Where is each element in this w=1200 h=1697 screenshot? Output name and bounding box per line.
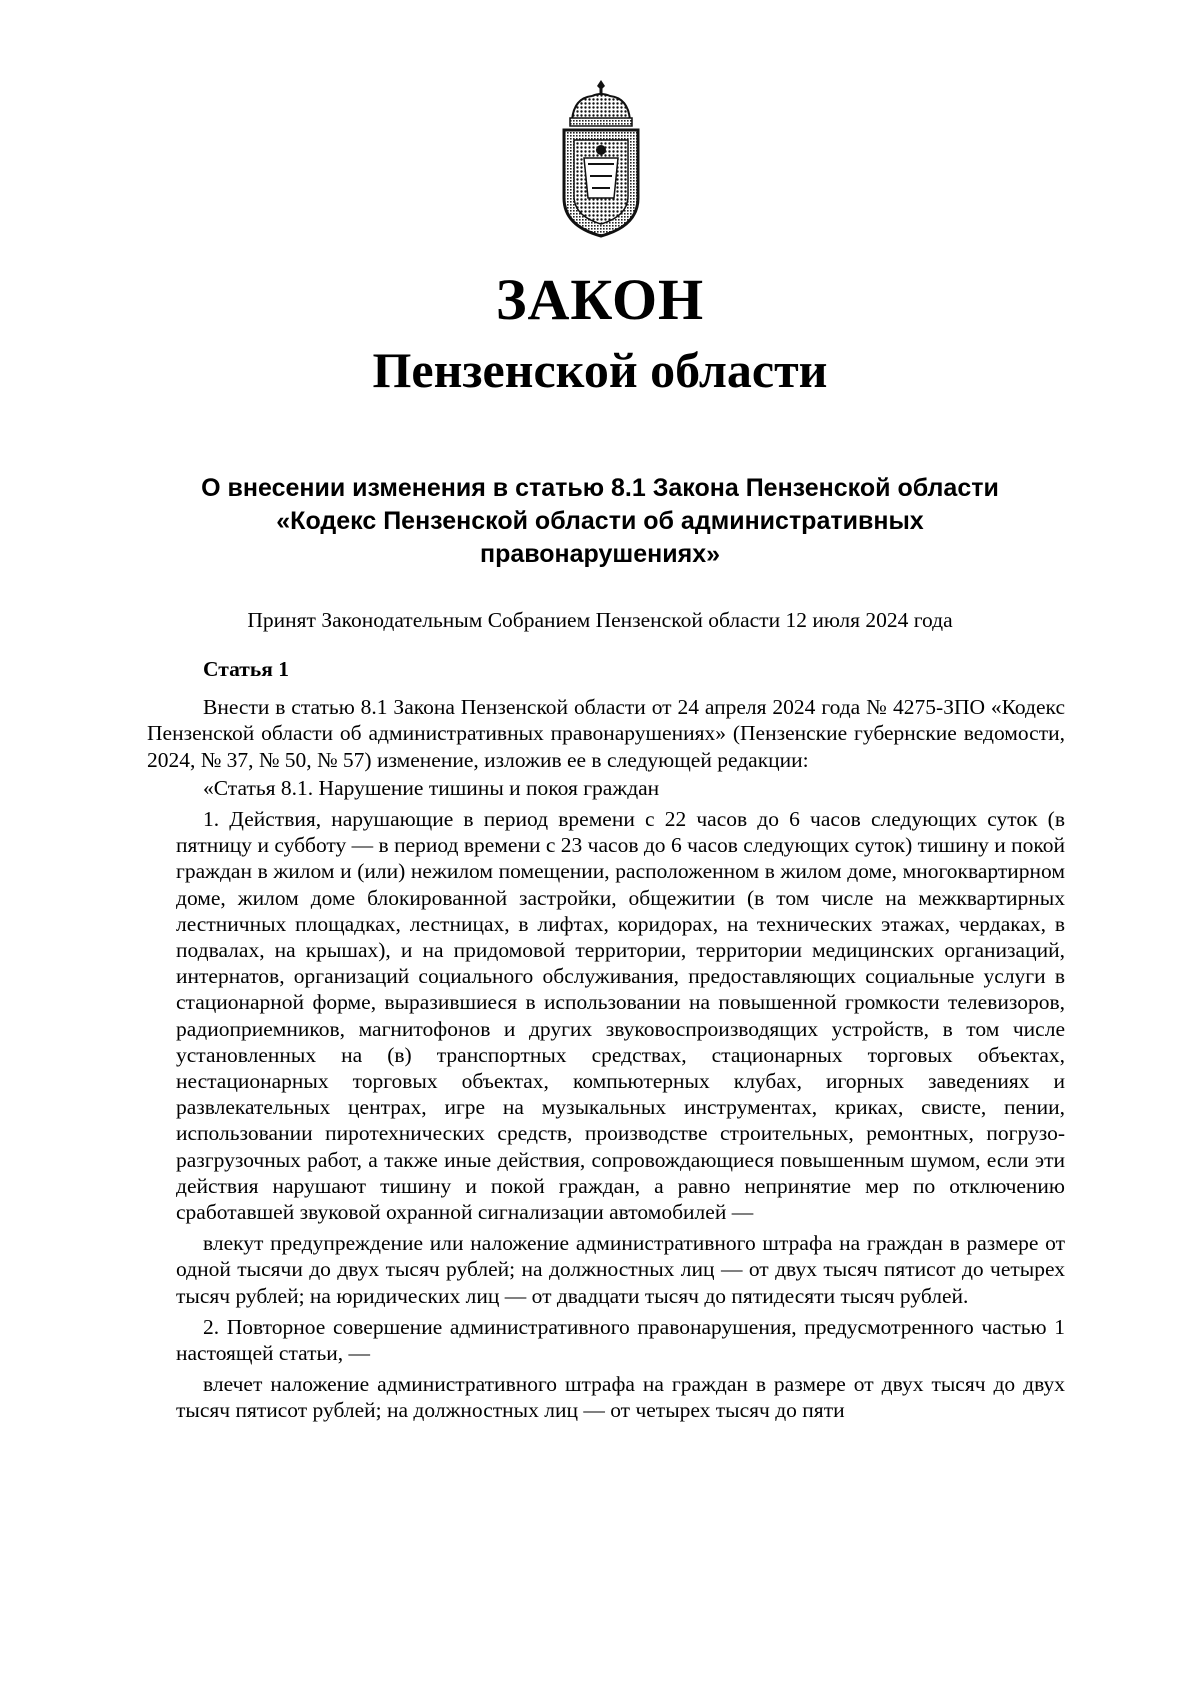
subject-line-3: правонарушениях» [479,540,721,568]
subject-line-2: «Кодекс Пензенской области об административных [276,507,924,535]
adoption-note: Принят Законодательным Собранием Пензенской области 12 июля 2024 года [247,608,953,632]
quoted-article-heading: «Статья 8.1. Нарушение тишины и покоя граждан [203,775,660,800]
law-body [147,656,1065,1424]
clause-2-penalty: влечет наложение административного штрафа на граждан в размере от двух тысяч до двух тысяч пятисот рублей; на должностных лиц — от четырех тысяч до пяти [176,1372,1065,1423]
article-heading: Статья 1 [203,657,289,681]
document-subtitle: Пензенской области [372,342,828,398]
subject-line-1: О внесении изменения в статью 8.1 Закона Пензенской области [201,474,999,502]
document-title: ЗАКОН [495,267,705,332]
clause-1: 1. Действия, нарушающие в период времени с 22 часов до 6 часов следующих суток (в пятницу и субботу — в период времени с 23 часов до 6 часов следующих суток) тишину и покой граждан в жилом и (или) нежилом помещении, расположенном в жилом доме, многоквартирном доме, жилом доме блокированной застройки, общежитии (в том числе на межквартирных лестничных площадках, лестницах, в лифтах, коридорах, на технических этажах, чердаках, в подвалах, на крышах), и на придомовой территории, территории медицинских организаций, интернатов, организаций социального обслуживания, предоставляющих социальные услуги в стационарной форме, выразившиеся в использовании на повышенной громкости телевизоров, радиоприемников, магнитофонов и других звуковоспроизводящих устройств, в том числе установленных на (в) транспортных средствах, стационарных торговых объектах, нестационарных торговых объектах, компьютерных клубах, игорных заведениях и развлекательных центрах, игре на музыкальных инструментах, криках, свисте, пении, использовании пиротехнических средств, производстве строительных, ремонтных, погрузо-разгрузочных работ, а также иные действия, сопровождающиеся повышенным шумом, если эти действия нарушают тишину и покой граждан, а равно непринятие мер по отключению сработавшей звуковой охранной сигнализации автомобилей — [176,807,1065,1225]
law-subject [130,472,1070,571]
article-intro: Внести в статью 8.1 Закона Пензенской области от 24 апреля 2024 года № 4275-ЗПО «Кодекс Пензенской области об административных правонарушениях» (Пензенские губернские ведомости, 2024, № 37, № 50, № 57) изменение, изложив ее в следующей редакции: [147,695,1065,772]
clause-2: 2. Повторное совершение административного правонарушения, предусмотренного частью 1 настоящей статьи, — [176,1314,1065,1366]
coat-of-arms-icon [552,78,650,240]
clause-1-penalty: влекут предупреждение или наложение административного штрафа на граждан в размере от одной тысячи до двух тысяч рублей; на должностных лиц — от двух тысяч пятисот до четырех тысяч рублей; на юридических лиц — от двадцати тысяч до пятидесяти тысяч рублей. [176,1231,1065,1308]
